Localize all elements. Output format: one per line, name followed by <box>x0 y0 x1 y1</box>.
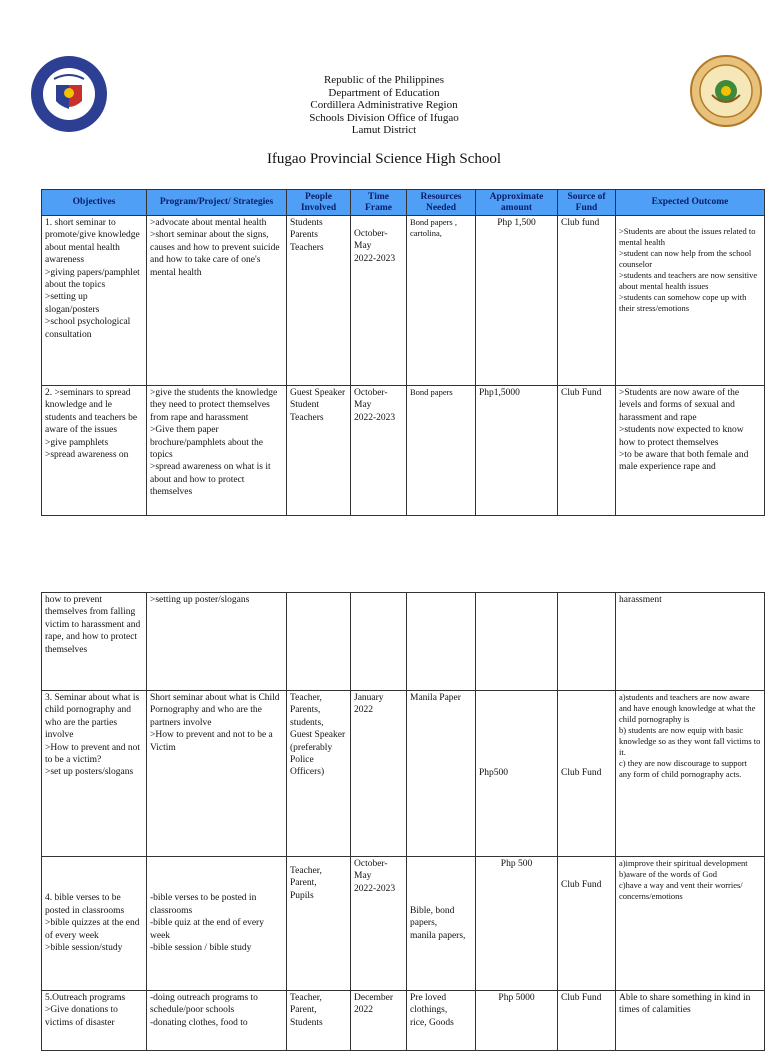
table-row <box>42 216 765 386</box>
cell-amount: Php 500 <box>476 857 558 991</box>
page-break <box>0 530 768 592</box>
cell-program: >give the students the knowledge they need to protect themselves from rape and harassment >Give them paper brochure/pamphlets about the topics >spread awareness on what is it about and how to protect themselves <box>147 386 287 516</box>
header-line: Cordillera Administrative Region <box>310 99 458 111</box>
column-header: Source of Fund <box>558 190 616 216</box>
cell-amount: Php 1,500 <box>476 216 558 386</box>
cell-people: Teacher, Parents, students, Guest Speaker (preferably Police Officers) <box>287 691 351 857</box>
cell-outcome: >Students are now aware of the levels and forms of sexual and harassment and rape >students now expected to know how to protect themselves >to be aware that both female and male experience rape and <box>616 386 765 516</box>
cell-program: -doing outreach programs to schedule/poor schools -donating clothes, food to <box>147 991 287 1051</box>
cell-program: >advocate about mental health >short seminar about the signs, causes and how to prevent suicide and how to take care of one's mental health <box>147 216 287 386</box>
cell-outcome: a)improve their spiritual development b)aware of the words of God c)have a way and vent their worries/ concerns/emotions <box>616 857 765 991</box>
column-header: Expected Outcome <box>616 190 765 216</box>
cell-resources: Bond papers <box>407 386 476 516</box>
cell-fund: Club fund <box>558 216 616 386</box>
table-header-row <box>42 190 765 216</box>
cell-resources: Manila Paper <box>407 691 476 857</box>
cell-fund <box>558 593 616 691</box>
cell-objective: 1. short seminar to promote/give knowledge about mental health awareness >giving papers/pamphlet about the topics >setting up slogan/posters >school psychological consultation <box>42 216 147 386</box>
cell-outcome: >Students are about the issues related to mental health >student can now help from the school counselor >students and teachers are now sensitive about mental health issues >students can somehow cope up with their stress/emotions <box>616 216 765 386</box>
cell-program: Short seminar about what is Child Pornography and who are the partners involve >How to prevent and not to be a Victim <box>147 691 287 857</box>
cell-time: October- May 2022-2023 <box>351 857 407 991</box>
column-header: Objectives <box>42 190 147 216</box>
header-line: Schools Division Office of Ifugao <box>309 111 459 124</box>
cell-program: -bible verses to be posted in classrooms -bible quiz at the end of every week -bible session / bible study <box>147 857 287 991</box>
table-row <box>42 857 765 991</box>
header-line: Republic of the Philippines <box>323 74 445 86</box>
column-header: Program/Project/ Strategies <box>147 190 287 216</box>
cell-objective: 4. bible verses to be posted in classrooms >bible quizzes at the end of every week >bible session/study <box>42 857 147 991</box>
cell-objective: 5.Outreach programs >Give donations to victims of disaster <box>42 991 147 1051</box>
cell-outcome: harassment <box>616 593 765 691</box>
header-line: Lamut District <box>351 124 417 136</box>
cell-amount: Php 5000 <box>476 991 558 1051</box>
cell-resources: Bond papers , cartolina, <box>407 216 476 386</box>
action-plan-table <box>41 189 765 516</box>
cell-outcome: a)students and teachers are now aware and have enough knowledge at what the child pornography is b) students are now equip with basic knowledge so as they wont fall victims to it. c) they are now discourage to support any form of child pornography acts. <box>616 691 765 857</box>
cell-time <box>351 593 407 691</box>
cell-fund: Club Fund <box>558 691 616 857</box>
column-header: Approximate amount <box>476 190 558 216</box>
cell-people <box>287 593 351 691</box>
cell-time: October- May 2022-2023 <box>351 216 407 386</box>
cell-amount <box>476 593 558 691</box>
cell-amount: Php500 <box>476 691 558 857</box>
action-plan-table-continued <box>41 592 765 1051</box>
cell-people: Teacher, Parent, Pupils <box>287 857 351 991</box>
cell-time: January 2022 <box>351 691 407 857</box>
cell-objective: how to prevent themselves from falling victim to harassment and rape, and how to protect themselves <box>42 593 147 691</box>
cell-outcome: Able to share something in kind in times of calamities <box>616 991 765 1051</box>
cell-fund: Club Fund <box>558 991 616 1051</box>
table-row <box>42 386 765 516</box>
cell-resources: Pre loved clothings, rice, Goods <box>407 991 476 1051</box>
column-header: Resources Needed <box>407 190 476 216</box>
cell-fund: Club Fund <box>558 857 616 991</box>
cell-program: >setting up poster/slogans <box>147 593 287 691</box>
cell-time: October- May 2022-2023 <box>351 386 407 516</box>
cell-resources <box>407 593 476 691</box>
cell-fund: Club Fund <box>558 386 616 516</box>
cell-objective: 3. Seminar about what is child pornography and who are the parties involve >How to prevent and not to be a victim? >set up posters/slogans <box>42 691 147 857</box>
header-line: Department of Education <box>328 86 440 99</box>
column-header: Time Frame <box>351 190 407 216</box>
cell-time: December 2022 <box>351 991 407 1051</box>
table-row <box>42 593 765 691</box>
cell-people: Students Parents Teachers <box>287 216 351 386</box>
cell-amount: Php1,5000 <box>476 386 558 516</box>
table-row <box>42 991 765 1051</box>
column-header: People Involved <box>287 190 351 216</box>
document-header <box>0 74 768 137</box>
cell-objective: 2. >seminars to spread knowledge and le students and teachers be aware of the issues >give pamphlets >spread awareness on <box>42 386 147 516</box>
cell-resources: Bible, bond papers, manila papers, <box>407 857 476 991</box>
cell-people: Teacher, Parent, Students <box>287 991 351 1051</box>
cell-people: Guest Speaker Student Teachers <box>287 386 351 516</box>
table-row <box>42 691 765 857</box>
school-name: Ifugao Provincial Science High School <box>266 151 502 167</box>
